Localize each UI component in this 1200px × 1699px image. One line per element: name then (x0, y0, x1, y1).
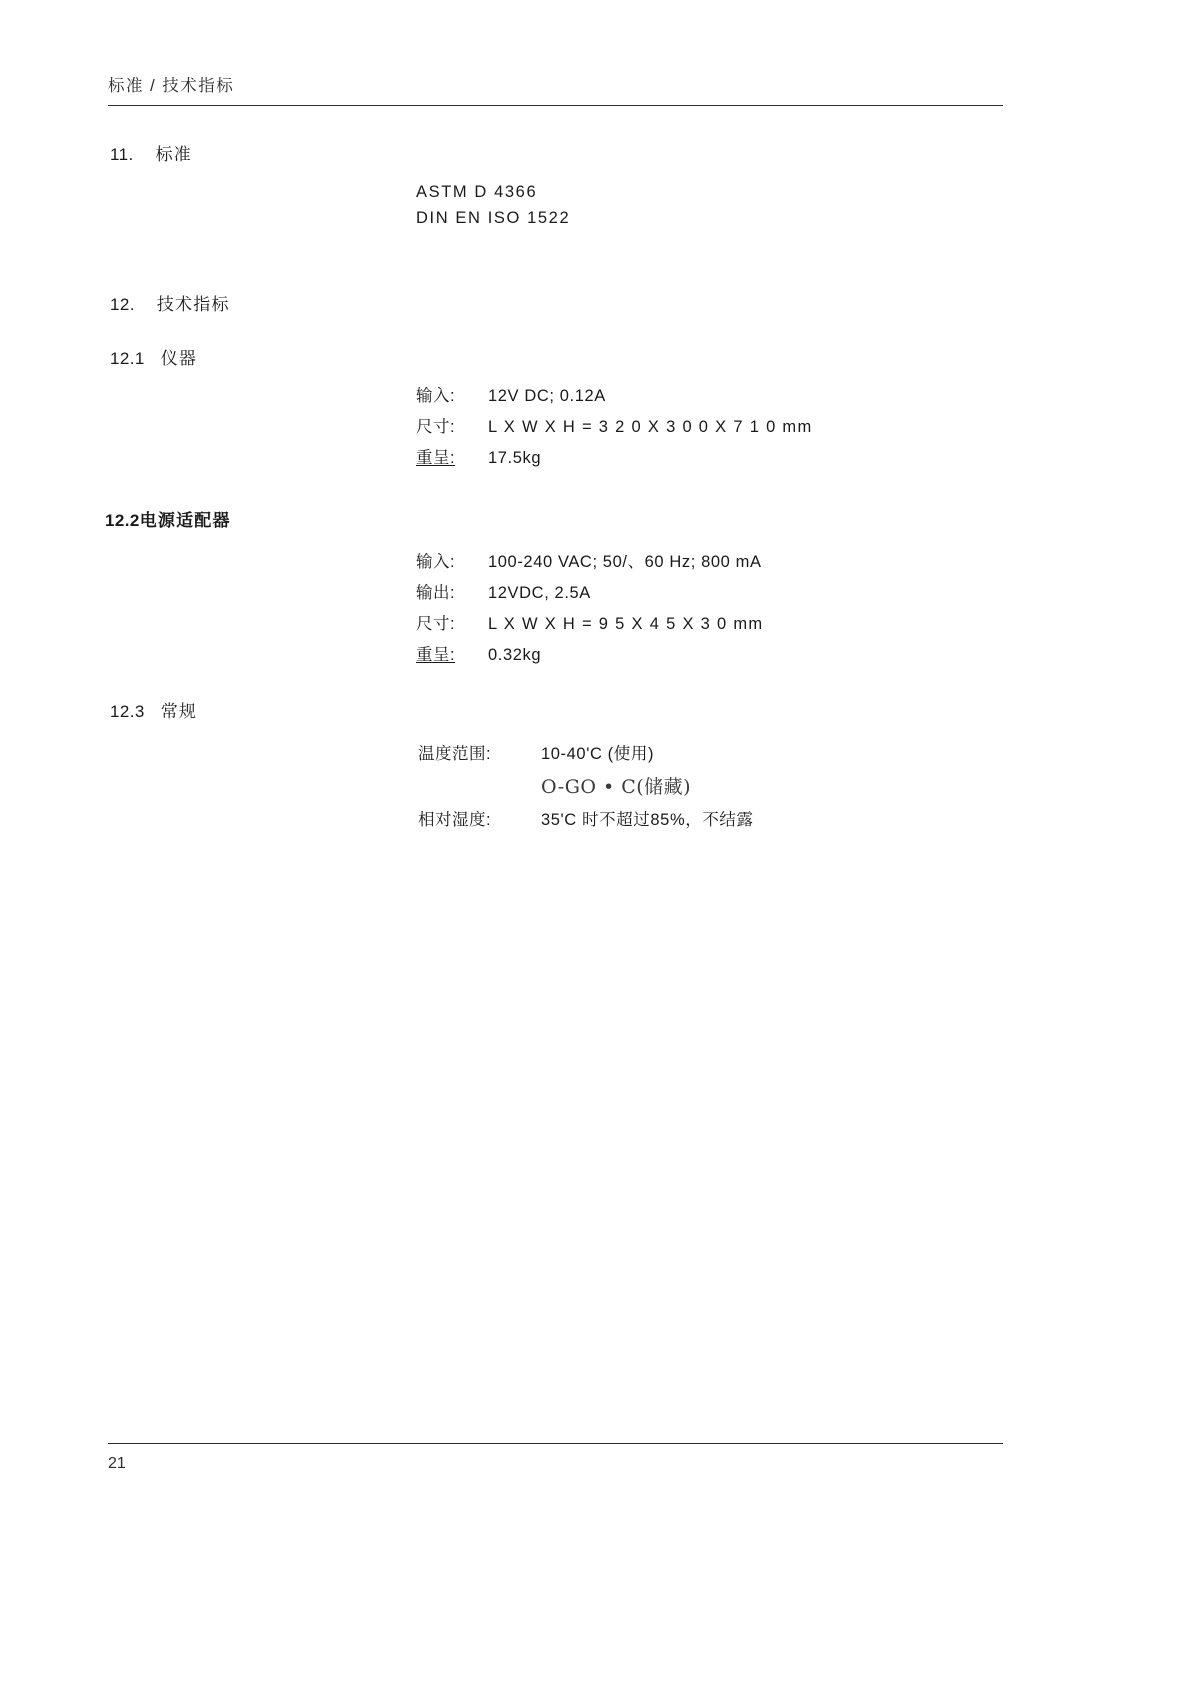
spec-value: 0.32kg (488, 646, 542, 664)
spec-label: 输入: (416, 553, 456, 571)
standard-line: ASTM D 4366 (416, 183, 538, 201)
section-title: 仪器 (160, 349, 198, 368)
section-title: 常规 (160, 702, 198, 721)
power-adapter-specs (416, 547, 763, 671)
spec-row (418, 739, 754, 770)
section-title: 技术指标 (156, 295, 230, 314)
spec-value: L X W X H = 9 5 X 4 5 X 3 0 mm (488, 615, 764, 633)
spec-row (416, 443, 813, 474)
spec-label: 输出: (416, 584, 456, 602)
spec-label: 输入: (416, 387, 456, 405)
page-header (108, 72, 1003, 106)
spec-row (416, 381, 813, 412)
spec-row (416, 578, 763, 609)
spec-row (418, 805, 754, 836)
spec-row (416, 640, 763, 671)
spec-row (416, 547, 763, 578)
section-heading-12-1 (110, 344, 197, 369)
section-number: 12.3 (110, 702, 145, 721)
spec-value: 12VDC, 2.5A (488, 584, 591, 602)
section-heading-12 (110, 290, 230, 315)
general-specs (418, 739, 754, 836)
spec-value: L X W X H = 3 2 0 X 3 0 0 X 7 1 0 mm (488, 418, 813, 436)
section-number: 12.1 (110, 349, 145, 368)
page-number: 21 (108, 1455, 126, 1472)
section-number: 12. (110, 295, 135, 314)
spec-value: 35'C 时不超过85%，不结露 (541, 811, 754, 829)
spec-label: 尺寸: (416, 615, 456, 633)
header-divider (108, 105, 1003, 106)
spec-value: 100-240 VAC; 50/、60 Hz; 800 mA (488, 553, 762, 571)
section-title: 电源适配器 (139, 511, 231, 530)
instrument-specs (416, 381, 813, 474)
standard-line: DIN EN ISO 1522 (416, 209, 571, 227)
spec-value: 17.5kg (488, 449, 542, 467)
spec-row (418, 770, 754, 805)
page-footer (108, 1443, 1003, 1473)
spec-value: 10-40'C (使用) (541, 745, 655, 763)
spec-value: 12V DC; 0.12A (488, 387, 606, 405)
standards-list (416, 179, 570, 231)
section-heading-12-2 (105, 506, 231, 531)
header-title: 标准 / 技术指标 (108, 77, 235, 95)
section-title: 标准 (155, 145, 192, 164)
spec-label: 重呈: (416, 449, 456, 467)
spec-label: 重呈: (416, 646, 456, 664)
spec-label: 相对湿度: (418, 811, 492, 829)
section-number: 11. (110, 145, 134, 164)
spec-row (416, 609, 763, 640)
spec-value: O-GO • C(储藏) (541, 776, 692, 798)
spec-row (416, 412, 813, 443)
section-heading-12-3 (110, 697, 197, 722)
section-number: 12.2 (105, 511, 140, 530)
spec-label: 尺寸: (416, 418, 456, 436)
section-heading-11 (110, 140, 192, 165)
spec-label: 温度范围: (418, 745, 492, 763)
